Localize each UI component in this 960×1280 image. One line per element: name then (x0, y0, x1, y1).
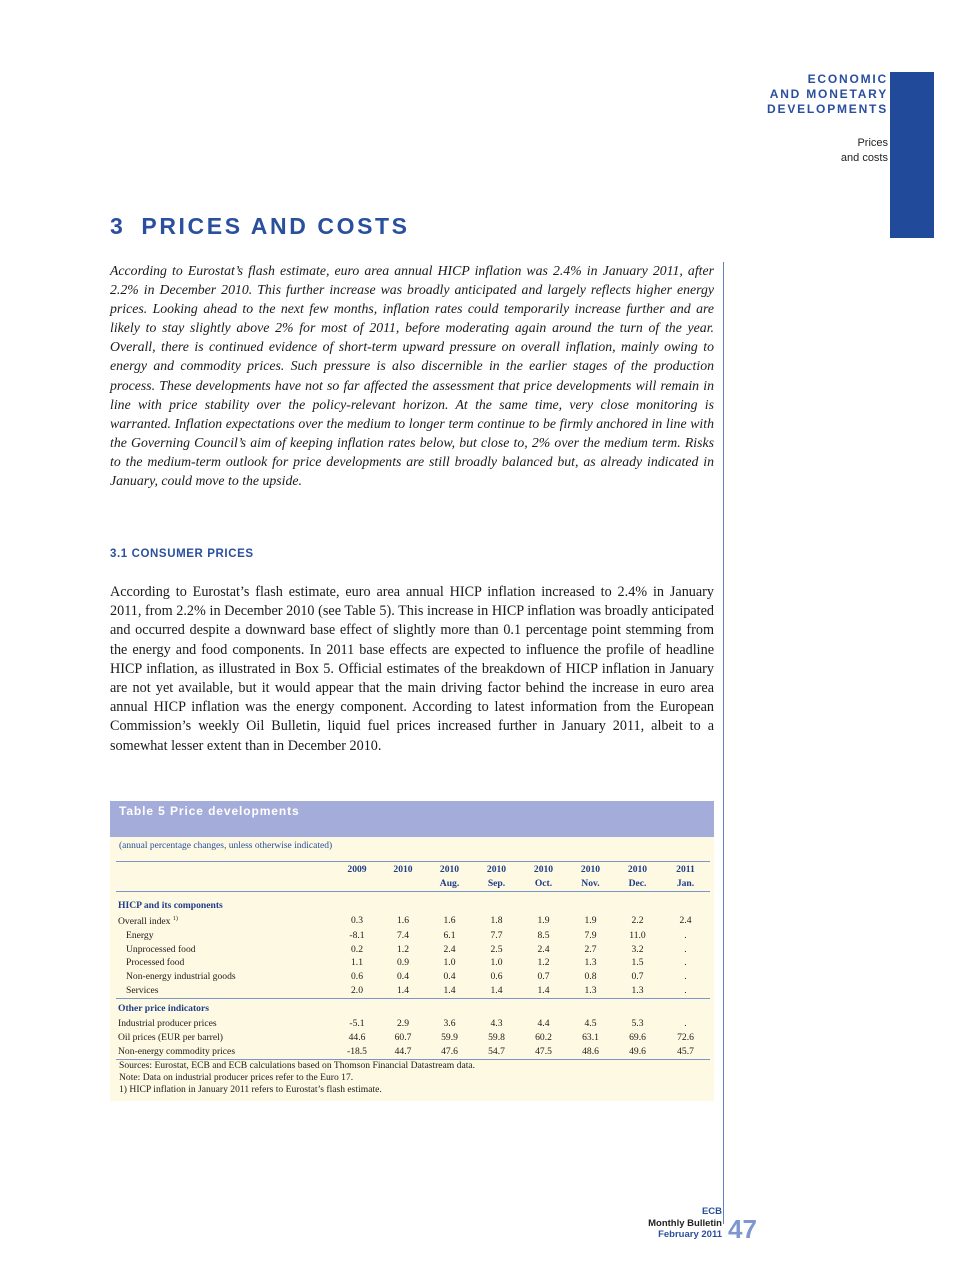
table-cell: 1.3 (584, 984, 597, 996)
price-developments-table (110, 801, 714, 1101)
table-row (116, 1045, 710, 1060)
table-cell: 2.2 (631, 915, 644, 927)
table-row (116, 970, 710, 984)
section-header-line: ECONOMIC (807, 72, 888, 86)
column-header-blank (116, 862, 334, 892)
table-cell: 2.9 (397, 1018, 409, 1030)
table-cell: 2.7 (584, 943, 597, 955)
table-cell: 63.1 (582, 1031, 599, 1043)
table-cell: 0.3 (351, 915, 363, 927)
column-header: 2010 (380, 862, 426, 892)
table-row (116, 1031, 710, 1045)
table-cell: . (684, 957, 687, 969)
table-cell: 7.7 (490, 930, 503, 941)
table-cell: -5.1 (349, 1018, 365, 1030)
table-cell: 60.2 (535, 1031, 552, 1043)
chapter-number: 3 (110, 213, 126, 239)
table-cell: 0.4 (397, 971, 409, 983)
table-cell: 1.6 (397, 915, 409, 927)
table-cell: 49.6 (614, 1045, 661, 1060)
table-cell: 44.7 (380, 1045, 426, 1060)
table-footnote: Sources: Eurostat, ECB and ECB calculations based on Thomson Financial Datastream data. (119, 1060, 476, 1071)
table-cell: 0.4 (443, 971, 456, 983)
table-cell: 0.8 (584, 971, 597, 983)
table-cell: 2.4 (679, 915, 692, 927)
table-section-row (116, 998, 710, 1017)
table-cell: . (684, 971, 687, 983)
table-cell: 1.9 (584, 915, 597, 927)
table-cell: 1.3 (584, 957, 597, 969)
row-label: Energy (126, 930, 154, 941)
footer-publication: Monthly Bulletin (648, 1217, 722, 1229)
table-row (116, 913, 710, 929)
table-cell: 59.8 (488, 1031, 505, 1043)
table-cell: 1.0 (443, 957, 456, 969)
table-cell: 1.6 (443, 915, 456, 927)
table-cell: 1.4 (537, 984, 550, 996)
table-cell: 3.2 (631, 943, 644, 955)
table-cell: 7.4 (397, 930, 409, 941)
table-cell: 47.5 (520, 1045, 567, 1060)
row-label: Unprocessed food (126, 943, 196, 955)
table-row (116, 943, 710, 957)
table-cell: 0.6 (490, 971, 503, 983)
table-cell: 72.6 (677, 1031, 694, 1043)
table-row (116, 956, 710, 970)
table-section-label: HICP and its components (118, 900, 223, 912)
section-body-paragraph: According to Eurostat’s flash estimate, euro area annual HICP inflation increased to 2.4% in January 2011, from 2.2% in December 2010 (see Table 5). This increase in HICP inflation was broadly anticipated and occurred despite a downward base effect of slightly more than 0.1 percentage point stemming from the energy and food components. In 2011 base effects are expected to influence the profile of headline HICP inflation, as illustrated in Box 5. Official estimates of the breakdown of HICP inflation in January are not yet available, but it would appear that the main driving factor behind the increase in euro area annual HICP inflation was the energy component. According to latest information from the European Commission’s weekly Oil Bulletin, liquid fuel prices increased further in January 2011, albeit to a somewhat lesser extent than in December 2010. (110, 584, 714, 754)
column-header: 2010 Sep. (473, 862, 520, 892)
table-cell: . (684, 1018, 687, 1030)
table-cell: 0.7 (631, 971, 644, 983)
table-footnote: Note: Data on industrial producer prices refer to the Euro 17. (119, 1071, 354, 1083)
table-cell: 8.5 (537, 930, 550, 941)
row-label: Non-energy commodity prices (116, 1045, 334, 1060)
table-cell: 1.2 (397, 943, 409, 955)
page-number: 47 (728, 1214, 757, 1244)
table-units-note: (annual percentage changes, unless otherwise indicated) (119, 841, 333, 851)
table-cell: 4.5 (584, 1018, 597, 1030)
table-cell: 1.0 (490, 957, 503, 969)
table-cell: 6.1 (443, 930, 456, 941)
table-footnotes (119, 1060, 475, 1095)
table-cell: 4.3 (490, 1018, 503, 1030)
table-footnote: 1) HICP inflation in January 2011 refers to Eurostat’s flash estimate. (119, 1083, 382, 1095)
table-cell: 1.8 (490, 915, 503, 927)
table-cell: 1.4 (490, 984, 503, 996)
table-cell: 45.7 (661, 1045, 710, 1060)
table-cell: 59.9 (441, 1031, 458, 1043)
table-cell: 2.0 (351, 984, 363, 996)
table-cell: . (684, 984, 687, 996)
column-header: 2009 (334, 862, 380, 892)
section-heading: 3.1 CONSUMER PRICES (110, 548, 254, 560)
table-cell: 60.7 (394, 1031, 412, 1043)
table-cell: 69.6 (629, 1031, 646, 1043)
table-section-row (116, 892, 710, 913)
column-header: 2010 Nov. (567, 862, 614, 892)
section-header (767, 72, 888, 117)
row-label: Oil prices (EUR per barrel) (118, 1031, 223, 1043)
table-cell: 1.4 (397, 984, 409, 996)
table-cell: 7.9 (584, 930, 597, 941)
column-header: 2010 Oct. (520, 862, 567, 892)
table-cell: . (684, 930, 687, 941)
subsection-header-line: Prices (857, 137, 888, 149)
chapter-summary: According to Eurostat’s flash estimate, euro area annual HICP inflation was 2.4% in January 2011, after 2.2% in December 2010. This further increase was broadly anticipated and largely reflects higher energy prices. Looking ahead to the next few months, inflation rates could temporarily increase further and are likely to stay slightly above 2% for most of 2011, before moderating again around the turn of the year. Overall, there is continued evidence of short-term upward pressure on overall inflation, mainly owing to energy and commodity prices. Such pressure is also discernible in the earlier stages of the production process. These developments have not so far affected the assessment that price developments will remain in line with price stability over the policy-relevant horizon. At the same time, very close monitoring is warranted. Inflation expectations over the medium to longer term continue to be firmly anchored in line with the Governing Council’s aim of keeping inflation rates below, but close to, 2% over the medium term. Risks to the medium-term outlook for price developments are still broadly balanced but, as already indicated in January, could move to the upside. (110, 263, 714, 489)
row-label: Non-energy industrial goods (126, 971, 236, 983)
column-header: 2010 Aug. (426, 862, 473, 892)
table-cell: 4.4 (537, 1018, 550, 1030)
page-footer (620, 1206, 722, 1241)
row-label: Overall index $^{1)}$ (118, 916, 178, 928)
table-cell: 0.2 (351, 943, 363, 955)
table-cell: 1.4 (443, 984, 456, 996)
table-cell: 11.0 (629, 930, 646, 941)
table-cell: 1.2 (537, 957, 550, 969)
table-cell: 3.6 (443, 1018, 456, 1030)
table-cell: -18.5 (334, 1045, 380, 1060)
table-cell: 0.7 (537, 971, 550, 983)
table-cell: 2.4 (443, 943, 456, 955)
table-cell: 0.9 (397, 957, 409, 969)
table-title: Table 5 Price developments (119, 804, 300, 818)
section-header-line: DEVELOPMENTS (767, 102, 888, 116)
margin-rule (723, 262, 724, 1224)
section-header-line: AND MONETARY (769, 87, 888, 101)
chapter-title-text: PRICES AND COSTS (141, 213, 410, 239)
table-cell: 2.5 (490, 943, 503, 955)
chapter-title (110, 213, 410, 240)
row-label: Processed food (126, 957, 185, 969)
column-header: 2010 Dec. (614, 862, 661, 892)
footer-publisher: ECB (701, 1206, 722, 1217)
table-cell: 1.5 (631, 957, 644, 969)
table-cell: 5.3 (631, 1018, 644, 1030)
table-title-bar (110, 801, 714, 837)
table-cell: 2.4 (537, 943, 550, 955)
table-cell: 48.6 (567, 1045, 614, 1060)
column-header-row (116, 862, 710, 892)
table-section-label: Other price indicators (116, 998, 710, 1017)
row-label: Industrial producer prices (118, 1018, 217, 1030)
table-cell: -8.1 (349, 930, 365, 941)
data-table (116, 861, 710, 1060)
table-cell: 54.7 (473, 1045, 520, 1060)
subsection-header-line: and costs (840, 152, 888, 164)
table-cell: 1.3 (631, 984, 644, 996)
section-color-tab (890, 72, 934, 238)
table-row (116, 929, 710, 943)
table-cell: 1.9 (537, 915, 550, 927)
table-cell: 47.6 (426, 1045, 473, 1060)
subsection-header (841, 136, 888, 166)
column-header: 2011 Jan. (661, 862, 710, 892)
table-cell: 44.6 (348, 1031, 366, 1043)
row-label: Services (126, 984, 159, 996)
table-cell: . (684, 943, 687, 955)
table-row (116, 984, 710, 998)
table-cell: 1.1 (351, 957, 363, 969)
table-cell: 0.6 (351, 971, 363, 983)
table-row (116, 1017, 710, 1031)
footer-date: February 2011 (658, 1229, 722, 1240)
